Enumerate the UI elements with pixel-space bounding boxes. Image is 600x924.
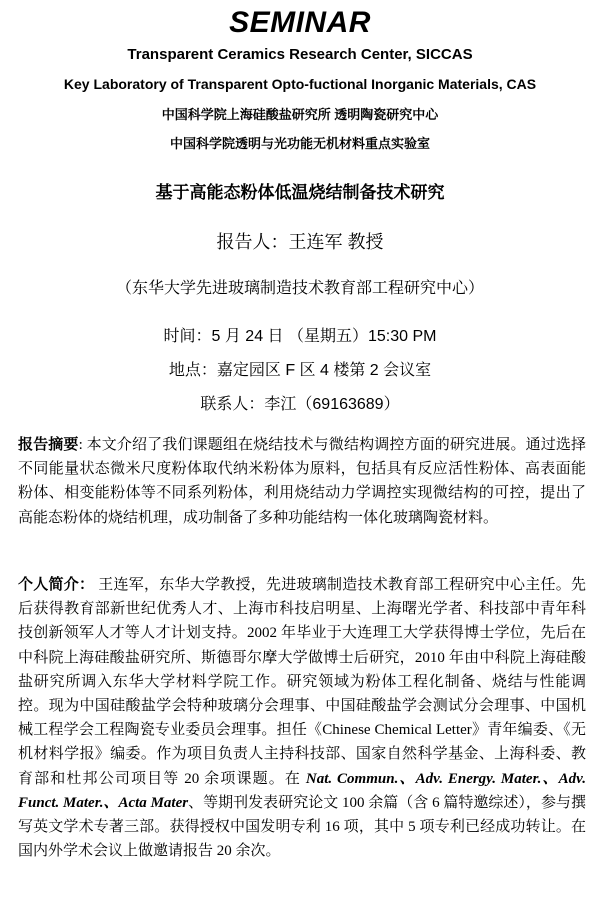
org-name-chinese: 中国科学院上海硅酸盐研究所 透明陶瓷研究中心: [161, 107, 439, 122]
contact-person: 联系人：李江（69163689）: [200, 396, 400, 413]
speaker: 报告人：王连军 教授: [216, 232, 384, 252]
talk-topic: 基于高能态粉体低温烧结制备技术研究: [155, 183, 445, 202]
bio-text-part-1: 王连军，东华大学教授，先进玻璃制造技术教育部工程研究中心主任。先后获得教育部新世纪优秀人才、上海市科技启明星、上海曙光学者、科技部中青年科技创新领军人才等人才计划支持。2002 年毕业于大连理工大学获得博士学位，先后在中科院上海硅酸盐研究所、斯德哥尔摩大学做博士后研究，2010 年由中科院上海硅酸盐研究所调入东华大学材料学院工作。研究领域为粉体工程化制备、烧结与性能调控。现为中国硅酸盐学会特种玻璃分会理事、中国硅酸盐学会测试分会理事、中国机械工程学会工程陶瓷专业委员会理事。担任《Chinese Chemical Letter》青年编委、《无机材料学报》编委。作为项目负责人主持科技部、国家自然科学基金、上海科委、教育部和杜邦公司项目等 20 余项课题。在: [18, 577, 586, 787]
bio-label: 个人简介：: [18, 576, 95, 593]
bio-text-part-2: 、等期刊发表研究论文 100 余篇（含 6 篇特邀综述），参与撰写英文学术专著三部。获得授权中国发明专利 16 项，其中 5 项专利已经成功转让。在国内外学术会议上做邀请报告 20 余次。: [18, 794, 586, 860]
org-name-english: Transparent Ceramics Research Center, SICCAS: [127, 46, 473, 63]
abstract-paragraph: [18, 433, 586, 530]
abstract-text: : 本文介绍了我们课题组在烧结技术与微结构调控方面的研究进展。通过选择不同能量状态微米尺度粉体取代纳米粉体为原料，包括具有反应活性粉体、高表面能粉体、相变能粉体等不同系列粉体，利用烧结动力学调控实现微结构的可控，提出了高能态粉体的烧结机理，成功制备了多种功能结构一体化玻璃陶瓷材料。: [18, 437, 586, 526]
bio-paragraph: [18, 573, 586, 863]
lab-name-chinese: 中国科学院透明与光功能无机材料重点实验室: [169, 136, 430, 151]
bio-journals: Nat. Commun.、Adv. Energy. Mater.、Adv. Funct. Mater.、Acta Mater: [18, 770, 586, 811]
talk-place: 地点：嘉定园区 F 区 4 楼第 2 会议室: [168, 362, 432, 379]
seminar-title: SEMINAR: [229, 6, 371, 39]
lab-name-english: Key Laboratory of Transparent Opto-fuctional Inorganic Materials, CAS: [63, 76, 537, 92]
abstract-label: 报告摘要: [18, 436, 79, 453]
talk-time: 时间：5 月 24 日 （星期五）15:30 PM: [163, 328, 437, 345]
speaker-affiliation: （东华大学先进玻璃制造技术教育部工程研究中心）: [115, 280, 484, 297]
